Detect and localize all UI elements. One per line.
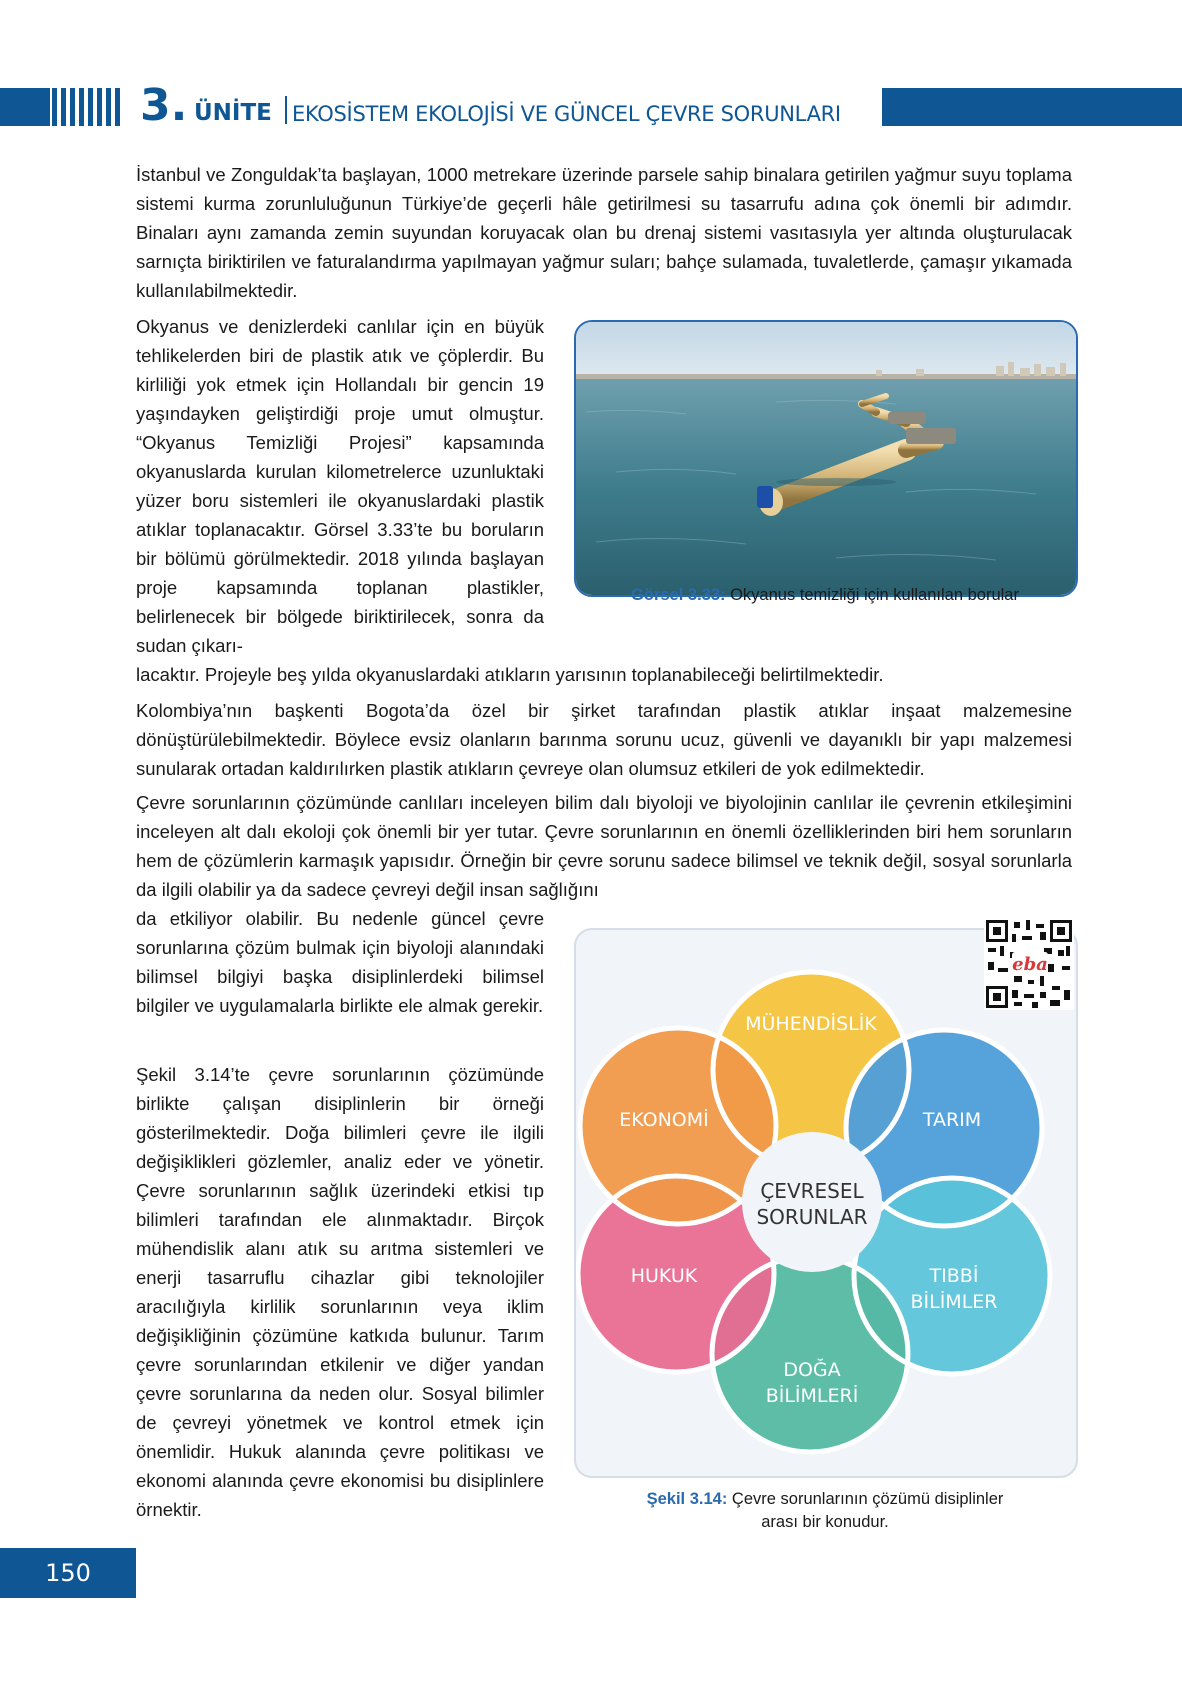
label-hukuk: HUKUK xyxy=(630,1265,698,1287)
paragraph-ocean-cleanup-end: lacaktır. Projeyle beş yılda okyanuslardaki atıkların yarısının toplanabileceği belirtilmektedir. xyxy=(136,664,884,685)
paragraph-disciplines: Çevre sorunlarının çözümünde canlıları inceleyen bilim dalı biyoloji ve biyolojinin canlılar ile çevrenin etkileşimini inceleyen alt dalı ekoloji çok önemli bir yer tutar. Çevre sorunlarının en önemli özelliklerinden biri hem sorunların hem de çözümlerin karmaşık yapısıdır. Örneğin bir çevre sorunu sadece bilimsel ve teknik değil, sosyal sorunlarla da ilgili olabilir ya da sadece çevreyi değil insan sağlığını xyxy=(136,792,1072,900)
page-number: 150 xyxy=(45,1559,91,1587)
label-doga: DOĞA xyxy=(783,1359,841,1381)
qr-logo: eba xyxy=(1012,954,1048,975)
paragraph-ocean-cleanup: Okyanus ve denizlerdeki canlılar için en büyük tehlikelerden biri de plastik atık ve çöplerdir. Bu kirliliği yok etmek için Hollandalı bir gencin 19 yaşındayken geliştirdiği proje umut olmuştur. “Okyanus Temizliği Projesi” kapsamında okyanuslarda kurulan kilometrelerce uzunluktaki yüzer boru sistemleri ile okyanuslardaki plastik atıklar toplanacaktır. Görsel 3.33’te bu boruların bir bölümü görülmektedir. 2018 yılında başlayan proje kapsamında toplanan plastikler, belirlenecek bir bölgede biriktirilecek, sonra da sudan çıkarı- xyxy=(136,316,544,656)
header-bar-right xyxy=(882,88,1182,126)
header-separator xyxy=(285,96,287,124)
photo-caption-label: Görsel 3.33: xyxy=(631,586,726,604)
header-bar-left xyxy=(0,88,50,126)
disciplines-diagram xyxy=(574,928,1078,1478)
ocean-pipes-photo xyxy=(574,320,1078,597)
label-tibbi: TIBBİ xyxy=(929,1265,979,1287)
paragraph-rainwater: İstanbul ve Zonguldak’ta başlayan, 1000 metrekare üzerinde parsele sahip binalara getirilen yağmur suyu toplama sistemi kurma zorunluluğunun Türkiye’de geçerli hâle getirilmesi su tasarrufu adına çok önemli bir adımdır. Binaları aynı zamanda zemin suyundan koruyacak olan bu drenaj sistemi vasıtasıyla yer altında oluşturulacak sarnıçta biriktirilen ve faturalandırma yapılmayan yağmur suları; bahçe sulamada, tuvaletlerde, çamaşır yıkamada kullanılabilmektedir. xyxy=(136,164,1072,301)
label-ekonomi: EKONOMİ xyxy=(619,1109,709,1131)
diagram-caption xyxy=(560,1488,1090,1534)
label-tarim: TARIM xyxy=(922,1109,982,1131)
unit-label: ÜNİTE xyxy=(194,100,272,126)
qr-code[interactable] xyxy=(984,918,1074,1010)
center-label-line2: SORUNLAR xyxy=(756,1205,868,1229)
unit-title: EKOSİSTEM EKOLOJİSİ VE GÜNCEL ÇEVRE SORUNLARI xyxy=(292,102,841,126)
paragraph-disciplines-cont: da etkiliyor olabilir. Bu nedenle güncel çevre sorunlarına çözüm bulmak için biyoloji alanındaki bilimsel bilgiyi başka disiplinlerdeki bilimsel bilgiler ve uygulamalarla birlikte ele almak gerekir. xyxy=(136,908,544,1016)
label-bilimleri: BİLİMLERİ xyxy=(765,1385,859,1407)
diagram-caption-label: Şekil 3.14: xyxy=(646,1490,728,1508)
paragraph-figure-explanation: Şekil 3.14’te çevre sorunlarının çözümünde birlikte çalışan disiplinlerin bir örneği gösterilmektedir. Doğa bilimleri çevre ile ilgili değişiklikleri gözlemler, analiz eder ve yönetir. Çevre sorunlarının sağlık üzerindeki etkisi tıp bilimleri tarafından ele alınmaktadır. Birçok mühendislik alanı atık su arıtma sistemleri ve enerji tasarruflu cihazlar gibi teknolojiler aracılığıyla kirlilik sorunlarının veya iklim değişikliğinin çözümüne katkıda bulunur. Tarım çevre sorunlarından etkilenir ve diğer yandan çevre sorunlarına da neden olur. Sosyal bilimler de çevreyi yönetmek ve kontrol etmek için önemlidir. Hukuk alanında çevre politikası ve ekonomi alanında çevre ekonomisi bu disiplinlere örnektir. xyxy=(136,1064,544,1520)
photo-caption-text: Okyanus temizliği için kullanılan borular xyxy=(725,586,1019,604)
unit-number: 3. xyxy=(140,80,188,131)
label-bilimler: BİLİMLER xyxy=(910,1291,998,1313)
label-muhendislik: MÜHENDİSLİK xyxy=(745,1013,877,1035)
center-label-line1: ÇEVRESEL xyxy=(760,1179,864,1203)
diagram-caption-text: Çevre sorunlarının çözümü disiplinler xyxy=(727,1490,1004,1508)
paragraph-bogota: Kolombiya’nın başkenti Bogota’da özel bir şirket tarafından plastik atıklar inşaat malzemesine dönüştürülebilmektedir. Böylece evsiz olanların barınma sorunu ucuz, güvenli ve dayanıklı bir yapı malzemesi sunularak ortadan kaldırılırken plastik atıkların çevreye olan olumsuz etkileri de yok edilmektedir. xyxy=(136,700,1072,779)
header-stripes xyxy=(52,88,120,126)
diagram-caption-line2: arası bir konudur. xyxy=(761,1513,889,1531)
unit-header xyxy=(0,80,1182,131)
photo-caption xyxy=(560,584,1090,607)
